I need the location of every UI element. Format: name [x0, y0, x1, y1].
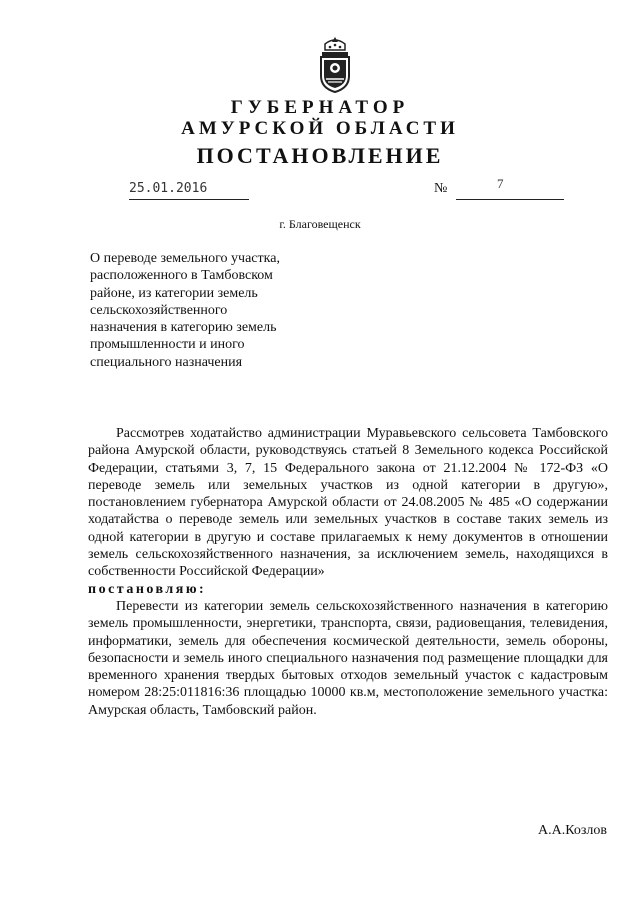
title-line: расположенного в Тамбовском [90, 268, 273, 284]
title-line: сельскохозяйственного [90, 302, 228, 318]
preamble-paragraph: Рассмотрев ходатайство администрации Муравьевского сельсовета Тамбовского района Амурской области, руководствуясь статьей 8 Земельного кодекса Российской Федерации, статьями 3, 7, 15 Федерального закона от 21.12.2004 № 172-ФЗ «О переводе земель или земельных участков из одной категории в другую», постановлением губернатора Амурской области от 24.08.2005 № 485 «О содержании ходатайства о переводе земель или земельных участков в составе таких земель из одной категории в другую и составе прилагаемых к нему документов в отношении земель сельскохозяйственного назначения, за исключением земель, находящихся в собственности Российской Федерации» [88, 426, 608, 580]
document-body [88, 425, 608, 719]
document-number: 7 [497, 176, 504, 191]
title-line: специального назначения [90, 354, 243, 370]
document-date: 25.01.2016 [129, 181, 249, 200]
number-underline [456, 181, 564, 200]
number-label: № [434, 181, 448, 196]
signature-name: А.А.Козлов [538, 823, 607, 838]
title-line: О переводе земельного участка, [90, 251, 280, 266]
title-line: районе, из категории земель [90, 285, 258, 301]
city: г. Благовещенск [279, 217, 361, 231]
title-line: промышленности и иного [90, 337, 245, 353]
document-title [90, 250, 350, 371]
coat-of-arms-emblem [316, 36, 354, 94]
region-heading: АМУРСКОЙ ОБЛАСТИ [181, 118, 459, 139]
title-line: назначения в категорию земель [90, 320, 277, 336]
decree-word: постановляю: [88, 581, 207, 597]
authority-heading: ГУБЕРНАТОР [230, 97, 410, 118]
decision-paragraph: Перевести из категории земель сельскохозяйственного назначения в категорию земель промышленности, энергетики, транспорта, связи, радиовещания, телевидения, информатики, земель для обеспечения космической деятельности, земель обороны, безопасности и земель иного специального назначения под размещение площадки для временного хранения твердых бытовых отходов земельный участок с кадастровым номером 28:25:011816:36 площадью 10000 кв.м, местоположение земельного участка: Амурская область, Тамбовский район. [88, 598, 608, 718]
document-type-heading: ПОСТАНОВЛЕНИЕ [196, 143, 444, 168]
